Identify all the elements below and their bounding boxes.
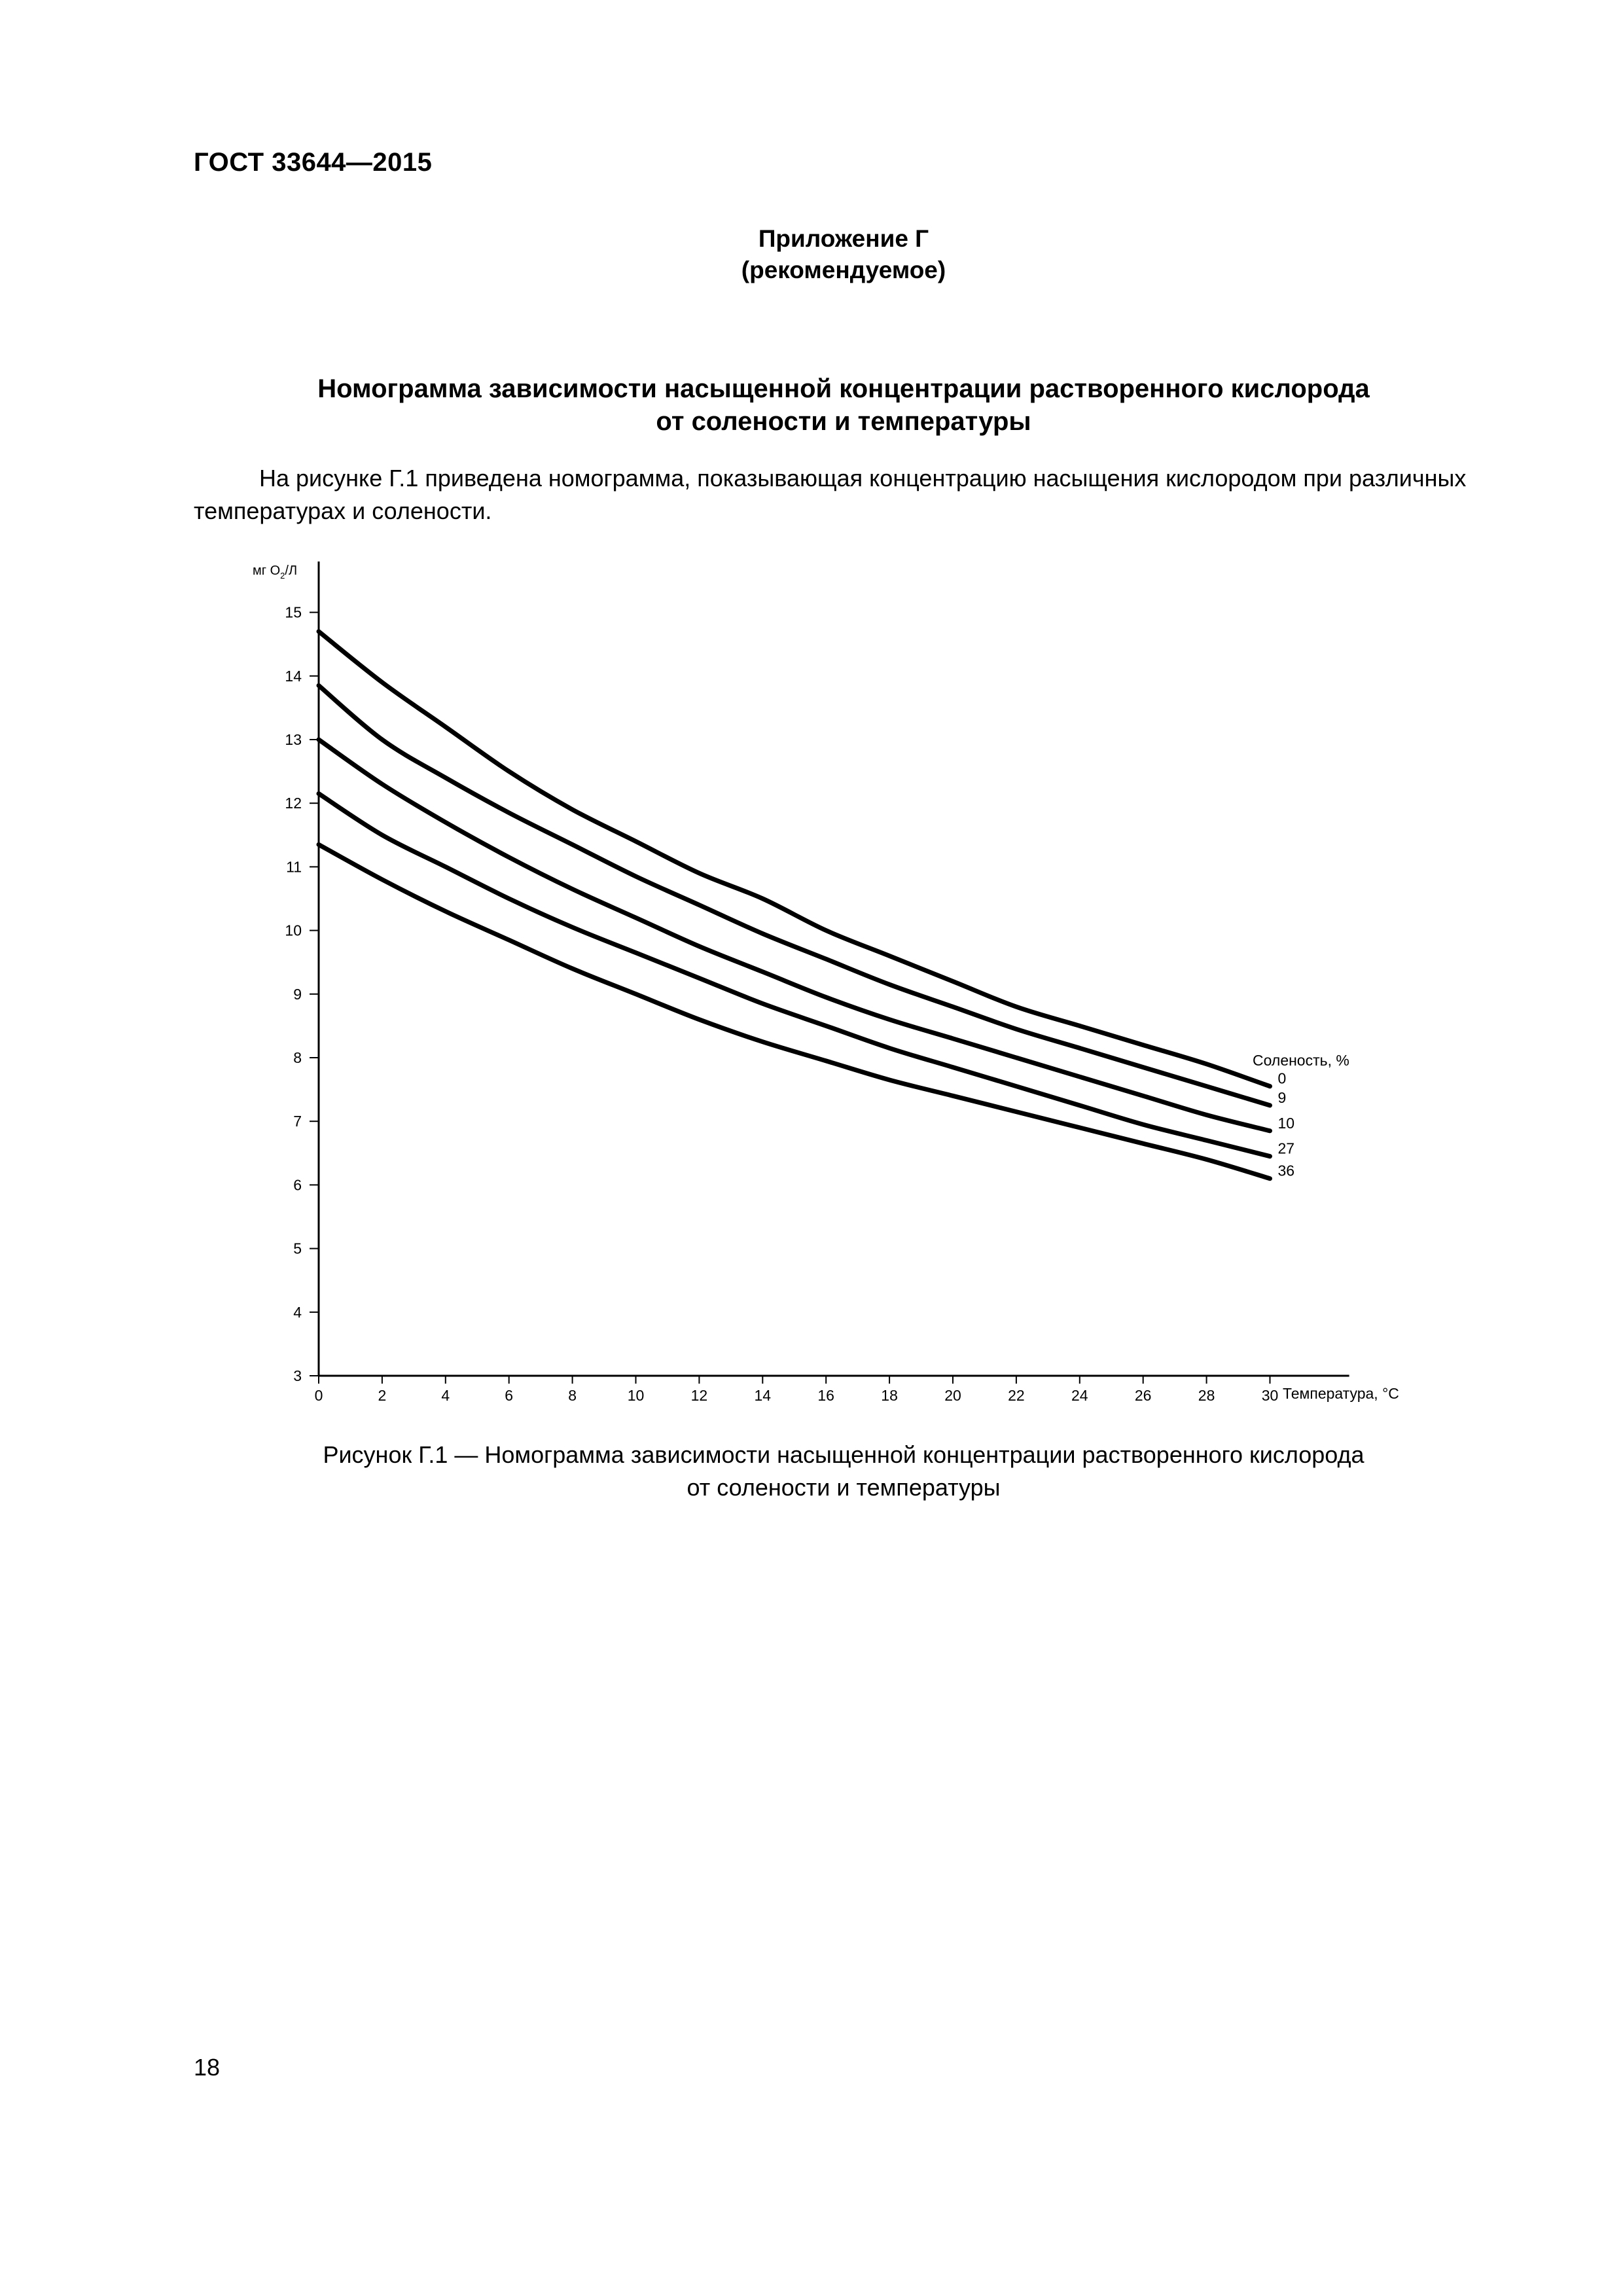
y-tick-label: 13 bbox=[285, 731, 302, 748]
series-line-salinity-27 bbox=[319, 794, 1270, 1157]
chart-ticks bbox=[285, 604, 1278, 1404]
x-tick-label: 10 bbox=[627, 1387, 645, 1404]
series-label-salinity-27: 27 bbox=[1277, 1139, 1295, 1157]
x-axis-label: Температура, °С bbox=[1283, 1385, 1399, 1402]
series-label-salinity-36: 36 bbox=[1277, 1162, 1295, 1179]
series-line-salinity-0 bbox=[319, 632, 1270, 1086]
series-label-salinity-0: 0 bbox=[1277, 1069, 1287, 1087]
legend-title: Соленость, % bbox=[1253, 1052, 1349, 1069]
x-tick-label: 12 bbox=[690, 1387, 708, 1404]
y-tick-label: 10 bbox=[285, 922, 302, 939]
chart-labels bbox=[253, 564, 1399, 1402]
x-tick-label: 26 bbox=[1134, 1387, 1152, 1404]
y-tick-label: 12 bbox=[285, 795, 302, 812]
x-tick-label: 18 bbox=[881, 1387, 898, 1404]
y-tick-label: 9 bbox=[293, 985, 302, 1003]
x-tick-label: 28 bbox=[1198, 1387, 1215, 1404]
y-tick-label: 14 bbox=[285, 667, 302, 685]
x-tick-label: 2 bbox=[378, 1387, 387, 1404]
x-tick-label: 4 bbox=[441, 1387, 450, 1404]
y-tick-label: 11 bbox=[286, 858, 302, 876]
x-tick-label: 30 bbox=[1261, 1387, 1279, 1404]
page-number: 18 bbox=[194, 2054, 221, 2081]
series-line-salinity-10 bbox=[319, 740, 1270, 1131]
intro-paragraph-line-2: температурах и солености. bbox=[194, 497, 492, 524]
figure-caption-line-1: Рисунок Г.1 — Номограмма зависимости насыщенной концентрации растворенного кислорода bbox=[323, 1441, 1364, 1468]
x-tick-label: 14 bbox=[754, 1387, 772, 1404]
x-tick-label: 16 bbox=[817, 1387, 834, 1404]
series-line-salinity-36 bbox=[319, 844, 1270, 1178]
y-tick-label: 8 bbox=[293, 1049, 302, 1066]
chart-axes bbox=[319, 562, 1349, 1376]
section-title-line-1: Номограмма зависимости насыщенной концентрации растворенного кислорода bbox=[317, 374, 1370, 403]
section-title-line-2: от солености и температуры bbox=[656, 407, 1031, 436]
document-id: ГОСТ 33644—2015 bbox=[194, 148, 433, 177]
x-tick-label: 22 bbox=[1008, 1387, 1025, 1404]
y-tick-label: 5 bbox=[293, 1240, 302, 1257]
y-tick-label: 7 bbox=[293, 1113, 302, 1130]
figure-caption-line-2: от солености и температуры bbox=[687, 1474, 1001, 1501]
y-tick-label: 6 bbox=[293, 1176, 302, 1194]
series-label-salinity-10: 10 bbox=[1277, 1114, 1295, 1132]
series-label-salinity-9: 9 bbox=[1277, 1088, 1287, 1106]
y-axis-label: мг $O_2/Л$ bbox=[253, 564, 298, 581]
x-tick-label: 8 bbox=[568, 1387, 577, 1404]
y-tick-label: 15 bbox=[285, 603, 302, 621]
x-tick-label: 6 bbox=[505, 1387, 514, 1404]
chart-series bbox=[319, 632, 1294, 1179]
x-tick-label: 24 bbox=[1071, 1387, 1088, 1404]
x-tick-label: 0 bbox=[314, 1387, 323, 1404]
appendix-title: Приложение Г bbox=[758, 225, 929, 252]
appendix-note: (рекомендуемое) bbox=[741, 257, 946, 283]
y-tick-label: 3 bbox=[293, 1367, 302, 1384]
x-tick-label: 20 bbox=[944, 1387, 961, 1404]
intro-paragraph-line-1: На рисунке Г.1 приведена номограмма, показывающая концентрацию насыщения кислородом при различных bbox=[259, 465, 1467, 492]
y-tick-label: 4 bbox=[293, 1303, 302, 1321]
